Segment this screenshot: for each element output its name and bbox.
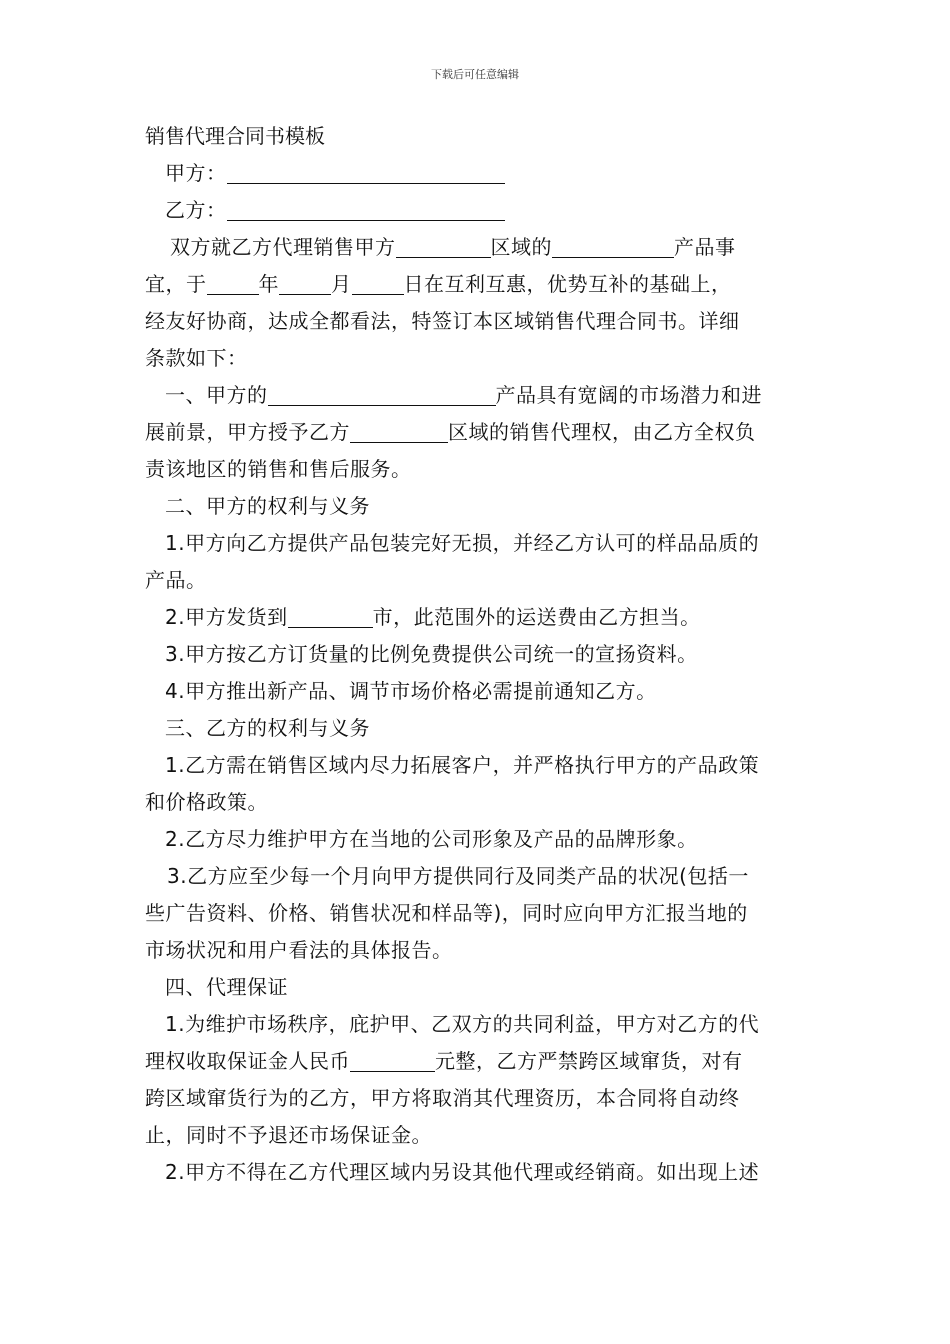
section-2-heading: 二、甲方的权利与义务 — [165, 494, 370, 518]
month-blank[interactable] — [279, 270, 331, 295]
document-title: 销售代理合同书模板 — [145, 124, 325, 148]
section-4-item-1a: 1.为维护市场秩序，庇护甲、乙双方的共同利益，甲方对乙方的代 — [165, 1012, 760, 1036]
section-1-line-2: 展前景，甲方授予乙方 区域的销售代理权，由乙方全权负 — [145, 420, 756, 444]
section-2-item-3: 3.甲方按乙方订货量的比例免费提供公司统一的宣扬资料。 — [165, 642, 698, 666]
party-b-blank[interactable] — [227, 196, 505, 221]
intro-line-1: 双方就乙方代理销售甲方 区域的 产品事 — [170, 235, 736, 259]
party-a-blank[interactable] — [227, 159, 505, 184]
section-3-item-1b: 和价格政策。 — [145, 790, 268, 814]
section-4-item-2: 2.甲方不得在乙方代理区域内另设其他代理或经销商。如出现上述 — [165, 1160, 760, 1184]
city-blank[interactable] — [288, 603, 373, 628]
section-3-item-3a: 3.乙方应至少每一个月向甲方提供同行及同类产品的状况(包括一 — [167, 864, 749, 888]
section-3-heading: 三、乙方的权利与义务 — [165, 716, 370, 740]
section-2-item-4: 4.甲方推出新产品、调节市场价格必需提前通知乙方。 — [165, 679, 657, 703]
section-4-item-1d: 止，同时不予退还市场保证金。 — [145, 1123, 432, 1147]
section-2-item-1a: 1.甲方向乙方提供产品包装完好无损，并经乙方认可的样品品质的 — [165, 531, 760, 555]
section-1-product-blank[interactable] — [268, 381, 496, 406]
section-1-line-1: 一、甲方的 产品具有宽阔的市场潜力和进 — [165, 383, 762, 407]
page-header-note: 下载后可任意编辑 — [431, 68, 519, 81]
section-1-line-3: 责该地区的销售和售后服务。 — [145, 457, 412, 481]
year-blank[interactable] — [207, 270, 259, 295]
section-1-region-blank[interactable] — [350, 418, 448, 443]
product-blank[interactable] — [552, 233, 674, 258]
section-2-item-1b: 产品。 — [145, 568, 207, 592]
section-3-item-3c: 市场状况和用户看法的具体报告。 — [145, 938, 453, 962]
deposit-blank[interactable] — [350, 1047, 435, 1072]
intro-line-2: 宜，于 年 月 日在互利互惠，优势互补的基础上， — [145, 272, 732, 296]
section-4-item-1b: 理权收取保证金人民币 元整，乙方严禁跨区域窜货，对有 — [145, 1049, 743, 1073]
contract-document — [145, 118, 811, 1191]
intro-line-4: 条款如下： — [145, 346, 248, 370]
region-blank[interactable] — [396, 233, 491, 258]
party-b-line: 乙方： — [145, 192, 811, 229]
section-3-item-3b: 些广告资料、价格、销售状况和样品等)，同时应向甲方汇报当地的 — [145, 901, 748, 925]
section-3-item-1a: 1.乙方需在销售区域内尽力拓展客户，并严格执行甲方的产品政策 — [165, 753, 760, 777]
party-a-line: 甲方： — [145, 155, 811, 192]
section-2-item-2: 2.甲方发货到 市，此范围外的运送费由乙方担当。 — [165, 605, 701, 629]
section-3-item-2: 2.乙方尽力维护甲方在当地的公司形象及产品的品牌形象。 — [165, 827, 698, 851]
intro-line-3: 经友好协商，达成全都看法，特签订本区域销售代理合同书。详细 — [145, 309, 740, 333]
day-blank[interactable] — [352, 270, 404, 295]
section-4-item-1c: 跨区域窜货行为的乙方，甲方将取消其代理资历，本合同将自动终 — [145, 1086, 740, 1110]
section-4-heading: 四、代理保证 — [165, 975, 288, 999]
